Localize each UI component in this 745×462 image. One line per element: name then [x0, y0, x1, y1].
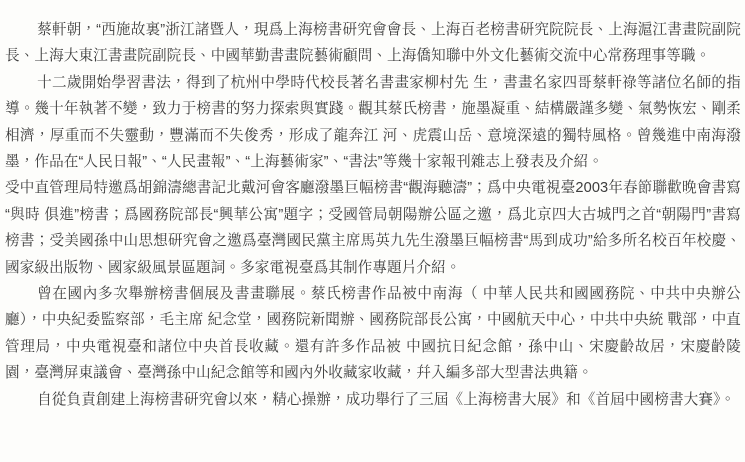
- paragraph-commissions: 受中直管理局特邀爲胡錦濤總書記北戴河會客廳潑墨巨幅榜書“觀海聽濤”；爲中央電視臺2003年春節聯歡晚會書寫“與時 俱進”榜書；爲國務院部長“興華公寓”題字；受國管局朝陽辦公區之邀，爲北京四大古城門之首“朝陽門”書寫榜書；受美國孫中山思想研究會之邀爲臺灣國民黨主席馬英九先生潑墨巨幅榜書“馬到成功”給多所名校百年校慶、國家級出版物、國家級風景區題詞。多家電視臺爲其制作專題片介紹。: [5, 180, 741, 276]
- paragraph-training-and-style: 十二歲開始學習書法，得到了杭州中學時代校長著名書畫家柳村先 生，書畫名家四哥蔡軒祿等諸位名師的指導。幾十年執著不變，致力于榜書的努力探索與實踐。觀其蔡氏榜書，施墨凝重、結構嚴謹多變、氣勢恢宏、剛柔相濟，厚重而不失靈動，豐滿而不失俊秀，形成了龍奔江 河、虎震山岳、意境深遠的獨特風格。曾幾進中南海潑墨，作品在“人民日報”、“人民畫報”、“上海藝術家”、“書法”等幾十家報刊雜志上發表及介紹。: [5, 74, 741, 171]
- paragraph-exhibitions-collections: 曾在國內多次舉辦榜書個展及書畫聯展。蔡氏榜書作品被中南海（ 中華人民共和國國務院、中共中央辦公廳），中央紀委監察部，毛主席 紀念堂，國務院新聞辦、國務院部長公寓，中國航天中心，中共中央統 戰部，中直管理局，中央電視臺和諸位中央首長收藏。還有許多作品被 中國抗日紀念館，孫中山、宋慶齡故居，宋慶齡陵園，臺灣屏東議會、臺灣孫中山紀念館等和國內外收藏家收藏，幷入編多部大型書法典籍。: [5, 286, 741, 382]
- paragraph-biography-intro: 蔡軒朝，“西施故裏”浙江諸暨人，現爲上海榜書研究會會長、上海百老榜書研究院院長、上海滬江書畫院副院長、上海大東江書畫院副院長、中國華勤書畫院藝術顧問、上海僑知聯中外文化藝術交流中心常務理事等職。: [5, 22, 741, 65]
- paragraph-research-society: 自從負責創建上海榜書研究會以來，精心操辦，成功舉行了三屆《上海榜書大展》和《首屆中國榜書大賽》。: [37, 391, 736, 408]
